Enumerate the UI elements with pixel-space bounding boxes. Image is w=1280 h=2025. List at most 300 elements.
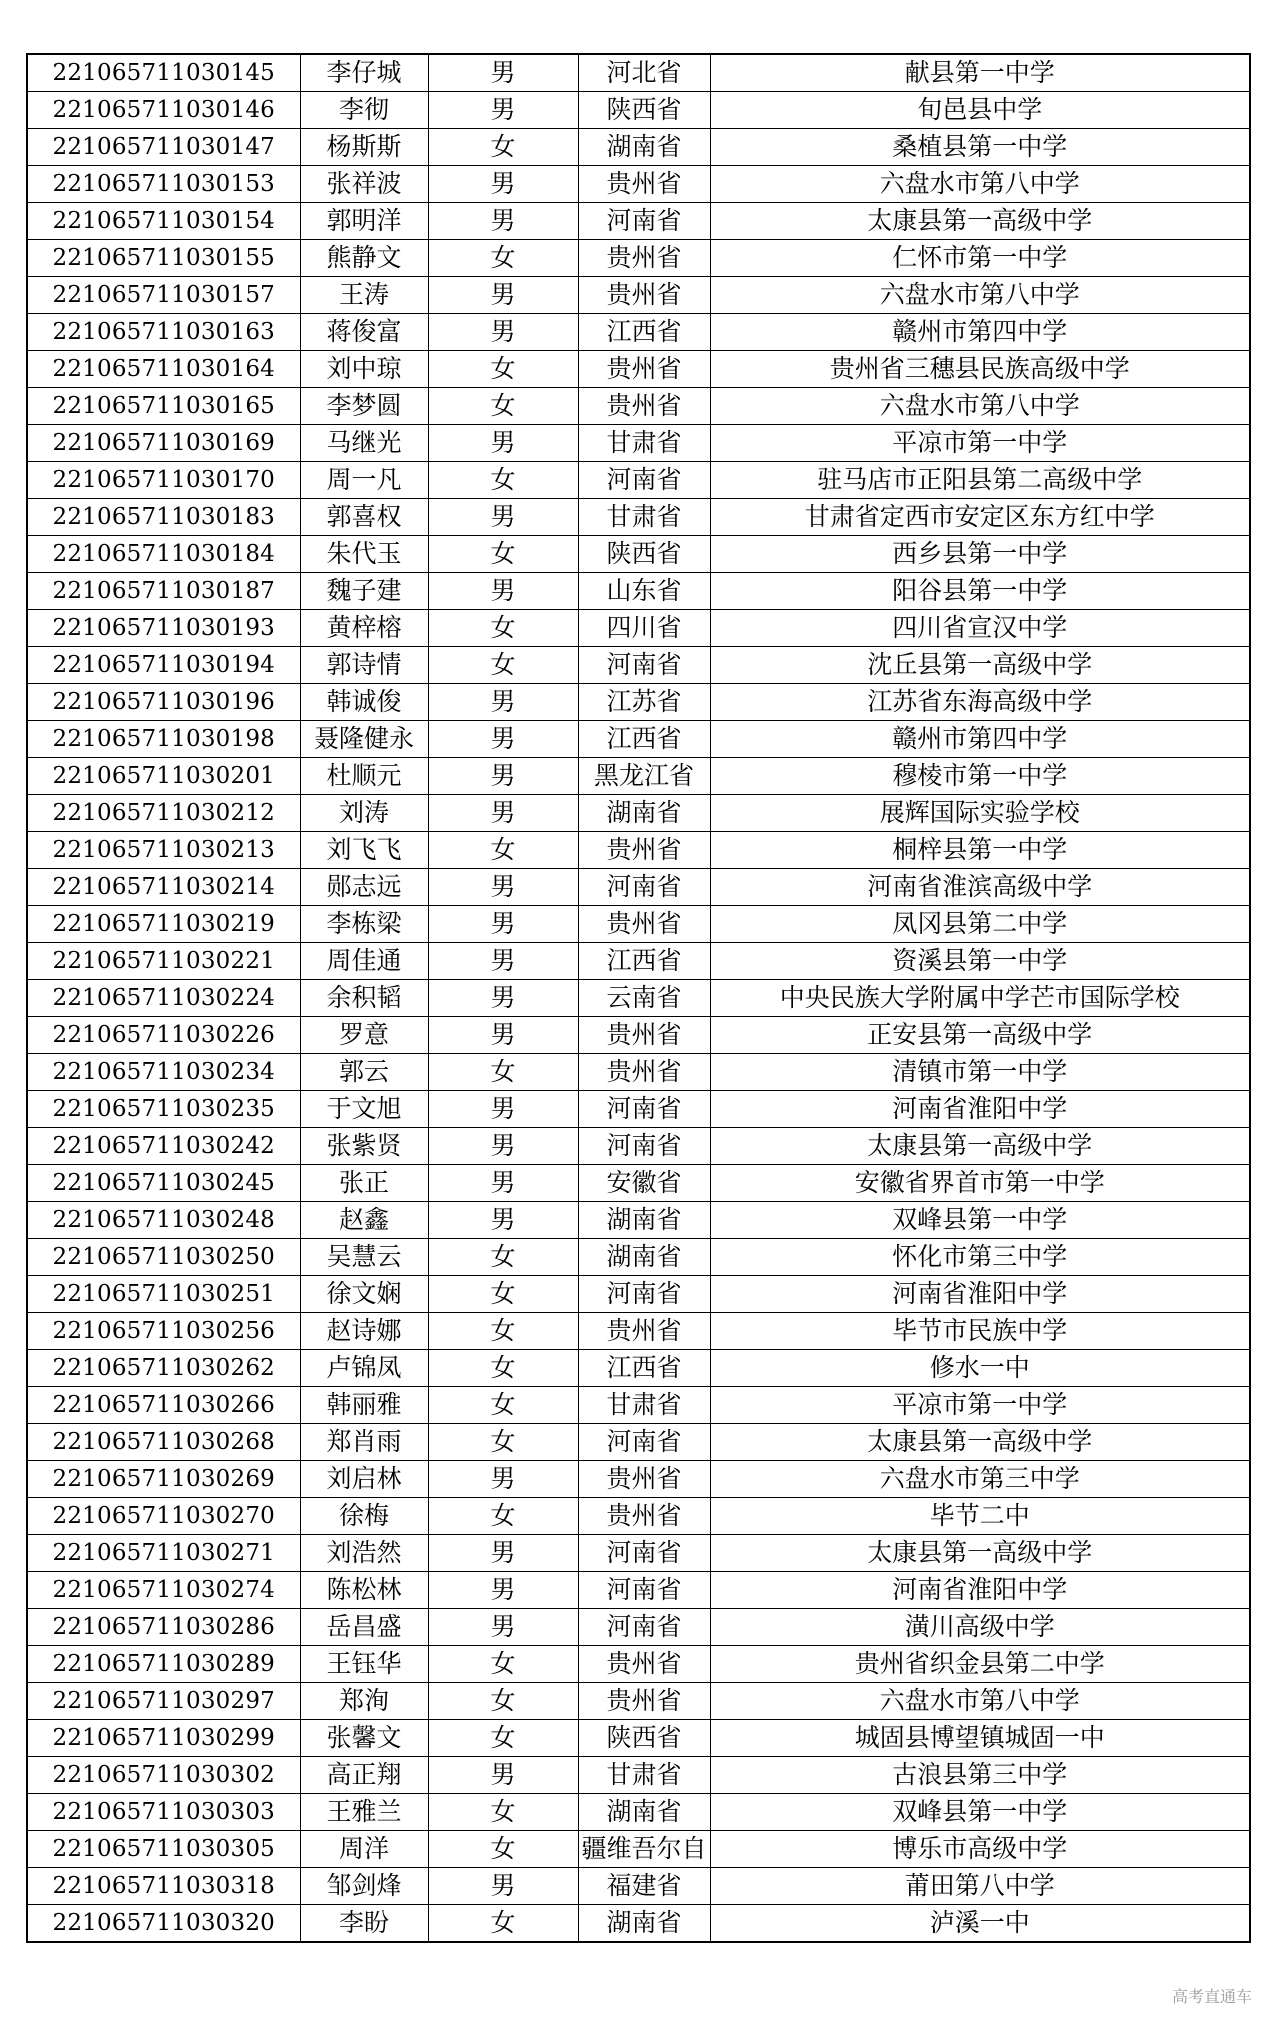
name-cell: 熊静文 (300, 240, 428, 277)
candidate-id-cell: 221065711030164 (27, 351, 300, 388)
province-cell: 贵州省 (578, 166, 710, 203)
school-cell: 六盘水市第三中学 (710, 1461, 1250, 1498)
name-cell: 杨斯斯 (300, 129, 428, 166)
school-cell: 太康县第一高级中学 (710, 1424, 1250, 1461)
province-cell: 陕西省 (578, 92, 710, 129)
school-cell: 太康县第一高级中学 (710, 203, 1250, 240)
candidate-id-cell: 221065711030196 (27, 684, 300, 721)
name-cell: 于文旭 (300, 1091, 428, 1128)
name-cell: 徐梅 (300, 1498, 428, 1535)
province-cell: 湖南省 (578, 1239, 710, 1276)
name-cell: 张祥波 (300, 166, 428, 203)
gender-cell: 男 (428, 425, 578, 462)
candidate-id-cell: 221065711030165 (27, 388, 300, 425)
candidate-id-cell: 221065711030270 (27, 1498, 300, 1535)
province-cell: 江苏省 (578, 684, 710, 721)
school-cell: 博乐市高级中学 (710, 1831, 1250, 1868)
school-cell: 资溪县第一中学 (710, 943, 1250, 980)
gender-cell: 女 (428, 1831, 578, 1868)
table-row (27, 351, 1250, 388)
table-row (27, 314, 1250, 351)
name-cell: 李盼 (300, 1905, 428, 1943)
name-cell: 蒋俊富 (300, 314, 428, 351)
school-cell: 毕节市民族中学 (710, 1313, 1250, 1350)
candidate-id-cell: 221065711030297 (27, 1683, 300, 1720)
name-cell: 刘涛 (300, 795, 428, 832)
province-cell: 贵州省 (578, 240, 710, 277)
table-row (27, 92, 1250, 129)
gender-cell: 女 (428, 1905, 578, 1943)
name-cell: 赵诗娜 (300, 1313, 428, 1350)
gender-cell: 女 (428, 1498, 578, 1535)
province-cell: 江西省 (578, 943, 710, 980)
gender-cell: 男 (428, 684, 578, 721)
gender-cell: 男 (428, 1202, 578, 1239)
table-row (27, 795, 1250, 832)
school-cell: 江苏省东海高级中学 (710, 684, 1250, 721)
name-cell: 郑肖雨 (300, 1424, 428, 1461)
school-cell: 中央民族大学附属中学芒市国际学校 (710, 980, 1250, 1017)
province-cell: 贵州省 (578, 1683, 710, 1720)
name-cell: 邹剑烽 (300, 1868, 428, 1905)
gender-cell: 女 (428, 351, 578, 388)
school-cell: 六盘水市第八中学 (710, 166, 1250, 203)
province-cell: 甘肃省 (578, 1387, 710, 1424)
candidate-id-cell: 221065711030155 (27, 240, 300, 277)
name-cell: 罗意 (300, 1017, 428, 1054)
province-cell: 江西省 (578, 314, 710, 351)
candidate-id-cell: 221065711030198 (27, 721, 300, 758)
school-cell: 修水一中 (710, 1350, 1250, 1387)
table-row (27, 1646, 1250, 1683)
name-cell: 刘浩然 (300, 1535, 428, 1572)
table-row (27, 1683, 1250, 1720)
province-cell: 河南省 (578, 1572, 710, 1609)
table-row (27, 1276, 1250, 1313)
province-cell: 河北省 (578, 54, 710, 92)
province-cell: 山东省 (578, 573, 710, 610)
province-cell: 河南省 (578, 1424, 710, 1461)
name-cell: 张馨文 (300, 1720, 428, 1757)
school-cell: 双峰县第一中学 (710, 1202, 1250, 1239)
table-row (27, 832, 1250, 869)
table-row (27, 425, 1250, 462)
candidate-id-cell: 221065711030269 (27, 1461, 300, 1498)
table-row (27, 1868, 1250, 1905)
table-row (27, 1609, 1250, 1646)
table-row (27, 684, 1250, 721)
school-cell: 太康县第一高级中学 (710, 1128, 1250, 1165)
candidate-id-cell: 221065711030146 (27, 92, 300, 129)
candidate-id-cell: 221065711030268 (27, 1424, 300, 1461)
gender-cell: 女 (428, 240, 578, 277)
candidate-id-cell: 221065711030169 (27, 425, 300, 462)
province-cell: 江西省 (578, 1350, 710, 1387)
name-cell: 刘飞飞 (300, 832, 428, 869)
province-cell: 贵州省 (578, 1646, 710, 1683)
province-cell: 贵州省 (578, 1498, 710, 1535)
school-cell: 桐梓县第一中学 (710, 832, 1250, 869)
candidate-id-cell: 221065711030248 (27, 1202, 300, 1239)
school-cell: 平凉市第一中学 (710, 425, 1250, 462)
gender-cell: 女 (428, 129, 578, 166)
name-cell: 李栋梁 (300, 906, 428, 943)
candidate-id-cell: 221065711030286 (27, 1609, 300, 1646)
table-row (27, 1720, 1250, 1757)
school-cell: 莆田第八中学 (710, 1868, 1250, 1905)
school-cell: 清镇市第一中学 (710, 1054, 1250, 1091)
gender-cell: 男 (428, 1572, 578, 1609)
table-row (27, 1128, 1250, 1165)
name-cell: 朱代玉 (300, 536, 428, 573)
name-cell: 卢锦凤 (300, 1350, 428, 1387)
candidate-id-cell: 221065711030201 (27, 758, 300, 795)
name-cell: 李仔城 (300, 54, 428, 92)
province-cell: 安徽省 (578, 1165, 710, 1202)
table-row (27, 536, 1250, 573)
school-cell: 河南省淮阳中学 (710, 1572, 1250, 1609)
school-cell: 六盘水市第八中学 (710, 277, 1250, 314)
province-cell: 湖南省 (578, 129, 710, 166)
province-cell: 云南省 (578, 980, 710, 1017)
candidate-id-cell: 221065711030145 (27, 54, 300, 92)
gender-cell: 女 (428, 1313, 578, 1350)
province-cell: 河南省 (578, 1091, 710, 1128)
province-cell: 贵州省 (578, 1054, 710, 1091)
gender-cell: 女 (428, 1794, 578, 1831)
province-cell: 贵州省 (578, 1313, 710, 1350)
table-row (27, 129, 1250, 166)
name-cell: 聂隆健永 (300, 721, 428, 758)
school-cell: 六盘水市第八中学 (710, 388, 1250, 425)
table-row (27, 1313, 1250, 1350)
name-cell: 郑洵 (300, 1683, 428, 1720)
school-cell: 怀化市第三中学 (710, 1239, 1250, 1276)
school-cell: 旬邑县中学 (710, 92, 1250, 129)
name-cell: 李彻 (300, 92, 428, 129)
candidate-id-cell: 221065711030271 (27, 1535, 300, 1572)
gender-cell: 男 (428, 54, 578, 92)
table-row (27, 54, 1250, 92)
name-cell: 岳昌盛 (300, 1609, 428, 1646)
candidate-id-cell: 221065711030221 (27, 943, 300, 980)
table-row (27, 462, 1250, 499)
province-cell: 湖南省 (578, 1905, 710, 1943)
gender-cell: 男 (428, 1461, 578, 1498)
name-cell: 王钰华 (300, 1646, 428, 1683)
candidate-id-cell: 221065711030187 (27, 573, 300, 610)
table-row (27, 166, 1250, 203)
school-cell: 贵州省织金县第二中学 (710, 1646, 1250, 1683)
candidate-id-cell: 221065711030242 (27, 1128, 300, 1165)
name-cell: 周佳通 (300, 943, 428, 980)
table-row (27, 1017, 1250, 1054)
table-row (27, 1831, 1250, 1868)
school-cell: 赣州市第四中学 (710, 314, 1250, 351)
candidate-id-cell: 221065711030256 (27, 1313, 300, 1350)
gender-cell: 男 (428, 721, 578, 758)
school-cell: 六盘水市第八中学 (710, 1683, 1250, 1720)
school-cell: 贵州省三穗县民族高级中学 (710, 351, 1250, 388)
candidate-id-cell: 221065711030234 (27, 1054, 300, 1091)
candidate-id-cell: 221065711030157 (27, 277, 300, 314)
candidate-id-cell: 221065711030266 (27, 1387, 300, 1424)
gender-cell: 男 (428, 1091, 578, 1128)
roster-body (27, 54, 1250, 1942)
name-cell: 郭明洋 (300, 203, 428, 240)
name-cell: 张正 (300, 1165, 428, 1202)
table-row (27, 1794, 1250, 1831)
candidate-id-cell: 221065711030235 (27, 1091, 300, 1128)
gender-cell: 女 (428, 1720, 578, 1757)
province-cell: 江西省 (578, 721, 710, 758)
province-cell: 贵州省 (578, 906, 710, 943)
name-cell: 马继光 (300, 425, 428, 462)
school-cell: 四川省宣汉中学 (710, 610, 1250, 647)
name-cell: 杜顺元 (300, 758, 428, 795)
table-row (27, 240, 1250, 277)
table-row (27, 1165, 1250, 1202)
gender-cell: 男 (428, 1128, 578, 1165)
table-row (27, 906, 1250, 943)
candidate-id-cell: 221065711030274 (27, 1572, 300, 1609)
school-cell: 西乡县第一中学 (710, 536, 1250, 573)
gender-cell: 女 (428, 1054, 578, 1091)
school-cell: 潢川高级中学 (710, 1609, 1250, 1646)
name-cell: 张紫贤 (300, 1128, 428, 1165)
gender-cell: 男 (428, 906, 578, 943)
name-cell: 余积韬 (300, 980, 428, 1017)
candidate-id-cell: 221065711030320 (27, 1905, 300, 1943)
gender-cell: 男 (428, 499, 578, 536)
gender-cell: 男 (428, 795, 578, 832)
candidate-id-cell: 221065711030305 (27, 1831, 300, 1868)
school-cell: 沈丘县第一高级中学 (710, 647, 1250, 684)
name-cell: 郭喜权 (300, 499, 428, 536)
name-cell: 郧志远 (300, 869, 428, 906)
candidate-id-cell: 221065711030219 (27, 906, 300, 943)
school-cell: 河南省淮阳中学 (710, 1276, 1250, 1313)
province-cell: 河南省 (578, 1535, 710, 1572)
candidate-id-cell: 221065711030212 (27, 795, 300, 832)
table-row (27, 1905, 1250, 1943)
school-cell: 古浪县第三中学 (710, 1757, 1250, 1794)
name-cell: 吴慧云 (300, 1239, 428, 1276)
province-cell: 河南省 (578, 1276, 710, 1313)
province-cell: 四川省 (578, 610, 710, 647)
name-cell: 李梦圆 (300, 388, 428, 425)
school-cell: 穆棱市第一中学 (710, 758, 1250, 795)
province-cell: 河南省 (578, 647, 710, 684)
name-cell: 魏子建 (300, 573, 428, 610)
province-cell: 甘肃省 (578, 1757, 710, 1794)
candidate-id-cell: 221065711030250 (27, 1239, 300, 1276)
candidate-id-cell: 221065711030154 (27, 203, 300, 240)
gender-cell: 男 (428, 980, 578, 1017)
gender-cell: 男 (428, 869, 578, 906)
table-row (27, 1350, 1250, 1387)
school-cell: 太康县第一高级中学 (710, 1535, 1250, 1572)
table-row (27, 1054, 1250, 1091)
gender-cell: 女 (428, 1424, 578, 1461)
table-row (27, 1202, 1250, 1239)
province-cell: 湖南省 (578, 795, 710, 832)
table-row (27, 203, 1250, 240)
table-row (27, 758, 1250, 795)
gender-cell: 女 (428, 462, 578, 499)
name-cell: 陈松林 (300, 1572, 428, 1609)
table-row (27, 1424, 1250, 1461)
table-row (27, 1498, 1250, 1535)
student-roster-table (26, 53, 1251, 1943)
table-row (27, 943, 1250, 980)
province-cell: 贵州省 (578, 832, 710, 869)
school-cell: 正安县第一高级中学 (710, 1017, 1250, 1054)
province-cell: 河南省 (578, 1128, 710, 1165)
table-row (27, 1091, 1250, 1128)
gender-cell: 女 (428, 1276, 578, 1313)
table-row (27, 610, 1250, 647)
province-cell: 贵州省 (578, 351, 710, 388)
gender-cell: 男 (428, 277, 578, 314)
province-cell: 湖南省 (578, 1202, 710, 1239)
table-row (27, 1387, 1250, 1424)
candidate-id-cell: 221065711030214 (27, 869, 300, 906)
school-cell: 甘肃省定西市安定区东方红中学 (710, 499, 1250, 536)
school-cell: 展辉国际实验学校 (710, 795, 1250, 832)
province-cell: 陕西省 (578, 1720, 710, 1757)
school-cell: 河南省淮阳中学 (710, 1091, 1250, 1128)
province-cell: 河南省 (578, 869, 710, 906)
candidate-id-cell: 221065711030299 (27, 1720, 300, 1757)
name-cell: 王涛 (300, 277, 428, 314)
school-cell: 河南省淮滨高级中学 (710, 869, 1250, 906)
school-cell: 泸溪一中 (710, 1905, 1250, 1943)
gender-cell: 男 (428, 1868, 578, 1905)
table-row (27, 980, 1250, 1017)
province-cell: 贵州省 (578, 277, 710, 314)
school-cell: 赣州市第四中学 (710, 721, 1250, 758)
name-cell: 韩诚俊 (300, 684, 428, 721)
province-cell: 甘肃省 (578, 499, 710, 536)
candidate-id-cell: 221065711030251 (27, 1276, 300, 1313)
name-cell: 刘启林 (300, 1461, 428, 1498)
candidate-id-cell: 221065711030318 (27, 1868, 300, 1905)
gender-cell: 男 (428, 314, 578, 351)
school-cell: 毕节二中 (710, 1498, 1250, 1535)
name-cell: 高正翔 (300, 1757, 428, 1794)
gender-cell: 女 (428, 647, 578, 684)
gender-cell: 女 (428, 1387, 578, 1424)
name-cell: 王雅兰 (300, 1794, 428, 1831)
candidate-id-cell: 221065711030303 (27, 1794, 300, 1831)
name-cell: 周洋 (300, 1831, 428, 1868)
candidate-id-cell: 221065711030213 (27, 832, 300, 869)
candidate-id-cell: 221065711030302 (27, 1757, 300, 1794)
school-cell: 阳谷县第一中学 (710, 573, 1250, 610)
candidate-id-cell: 221065711030226 (27, 1017, 300, 1054)
candidate-id-cell: 221065711030170 (27, 462, 300, 499)
province-cell: 陕西省 (578, 536, 710, 573)
table-row (27, 388, 1250, 425)
province-cell: 福建省 (578, 1868, 710, 1905)
province-cell: 贵州省 (578, 1017, 710, 1054)
school-cell: 献县第一中学 (710, 54, 1250, 92)
table-row (27, 1757, 1250, 1794)
candidate-id-cell: 221065711030262 (27, 1350, 300, 1387)
table-row (27, 1535, 1250, 1572)
candidate-id-cell: 221065711030153 (27, 166, 300, 203)
school-cell: 平凉市第一中学 (710, 1387, 1250, 1424)
province-cell: 贵州省 (578, 388, 710, 425)
gender-cell: 男 (428, 166, 578, 203)
school-cell: 安徽省界首市第一中学 (710, 1165, 1250, 1202)
gender-cell: 男 (428, 1757, 578, 1794)
table-row (27, 869, 1250, 906)
province-cell: 贵州省 (578, 1461, 710, 1498)
province-cell: 黑龙江省 (578, 758, 710, 795)
candidate-id-cell: 221065711030194 (27, 647, 300, 684)
candidate-id-cell: 221065711030184 (27, 536, 300, 573)
gender-cell: 男 (428, 1535, 578, 1572)
school-cell: 城固县博望镇城固一中 (710, 1720, 1250, 1757)
school-cell: 双峰县第一中学 (710, 1794, 1250, 1831)
table-row (27, 721, 1250, 758)
gender-cell: 男 (428, 1609, 578, 1646)
candidate-id-cell: 221065711030224 (27, 980, 300, 1017)
table-row (27, 1461, 1250, 1498)
gender-cell: 女 (428, 1239, 578, 1276)
province-cell: 疆维吾尔自 (578, 1831, 710, 1868)
gender-cell: 男 (428, 1017, 578, 1054)
table-row (27, 647, 1250, 684)
candidate-id-cell: 221065711030183 (27, 499, 300, 536)
gender-cell: 男 (428, 758, 578, 795)
candidate-id-cell: 221065711030163 (27, 314, 300, 351)
gender-cell: 女 (428, 832, 578, 869)
candidate-id-cell: 221065711030245 (27, 1165, 300, 1202)
table-row (27, 1239, 1250, 1276)
gender-cell: 女 (428, 1350, 578, 1387)
gender-cell: 女 (428, 1683, 578, 1720)
name-cell: 黄梓榕 (300, 610, 428, 647)
name-cell: 刘中琼 (300, 351, 428, 388)
school-cell: 仁怀市第一中学 (710, 240, 1250, 277)
province-cell: 河南省 (578, 1609, 710, 1646)
province-cell: 河南省 (578, 203, 710, 240)
gender-cell: 女 (428, 1646, 578, 1683)
table-row (27, 573, 1250, 610)
name-cell: 郭诗情 (300, 647, 428, 684)
gender-cell: 男 (428, 1165, 578, 1202)
name-cell: 赵鑫 (300, 1202, 428, 1239)
name-cell: 郭云 (300, 1054, 428, 1091)
table-row (27, 499, 1250, 536)
province-cell: 甘肃省 (578, 425, 710, 462)
gender-cell: 男 (428, 92, 578, 129)
province-cell: 湖南省 (578, 1794, 710, 1831)
school-cell: 驻马店市正阳县第二高级中学 (710, 462, 1250, 499)
gender-cell: 男 (428, 943, 578, 980)
table-row (27, 1572, 1250, 1609)
candidate-id-cell: 221065711030147 (27, 129, 300, 166)
school-cell: 凤冈县第二中学 (710, 906, 1250, 943)
watermark-text: 高考直通车 (1171, 1987, 1252, 2006)
gender-cell: 女 (428, 610, 578, 647)
name-cell: 周一凡 (300, 462, 428, 499)
province-cell: 河南省 (578, 462, 710, 499)
gender-cell: 女 (428, 388, 578, 425)
